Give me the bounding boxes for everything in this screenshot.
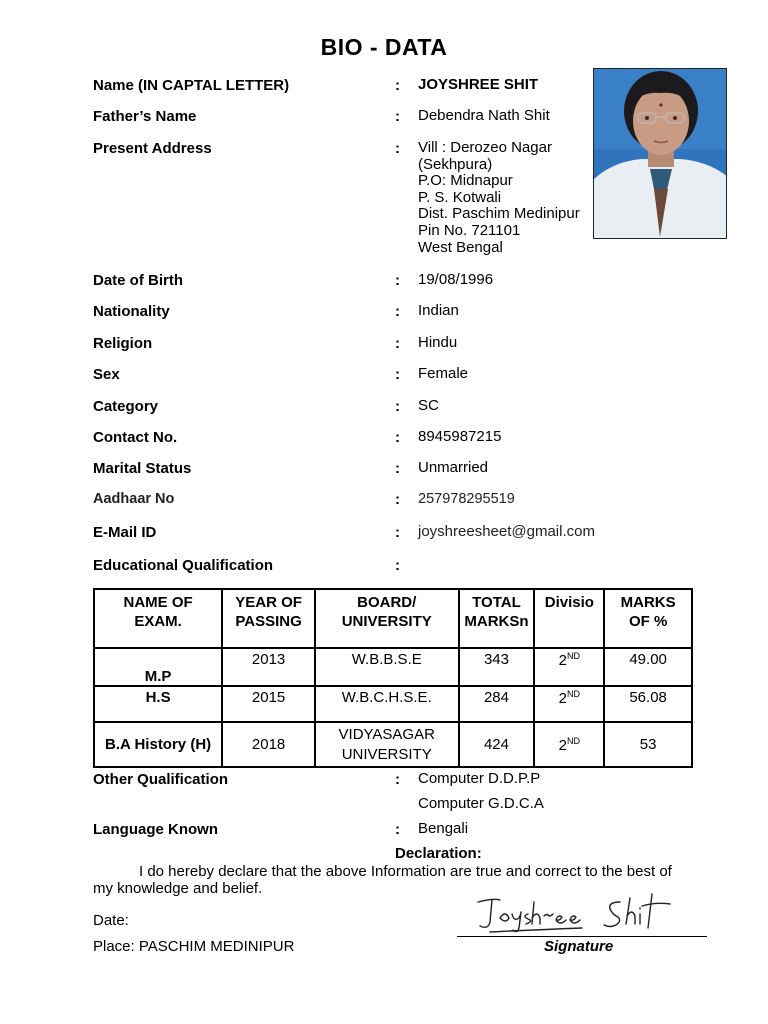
language-label: Language Known [93,821,218,838]
aadhaar-value: 257978295519 [418,491,515,507]
address-line: West Bengal [418,238,503,256]
religion-label: Religion [93,335,153,352]
education-label: Educational Qualification [93,557,274,574]
date-label: Date: [93,912,129,929]
colon: : [395,771,400,788]
education-table [93,588,693,768]
header-marks-percent: MARKS OF % [604,589,692,648]
percent-cell: 53 [604,722,692,767]
contact-value: 8945987215 [418,428,502,445]
board-cell: W.B.B.S.E [315,648,459,686]
nationality-value: Indian [418,302,459,319]
colon: : [395,303,400,320]
division-cell: 2ND [534,722,604,767]
year-cell: 2013 [222,648,315,686]
percent-cell: 56.08 [604,686,692,722]
sex-label: Sex [93,366,120,383]
address-value [418,140,580,256]
nationality-label: Nationality [93,303,170,320]
colon: : [395,491,400,508]
board-cell: W.B.C.H.S.E. [315,686,459,722]
percent-cell: 49.00 [604,648,692,686]
declaration-heading: Declaration: [395,845,482,862]
table-row [94,686,692,722]
address-label: Present Address [93,140,212,157]
total-cell: 284 [459,686,535,722]
declaration-text: I do hereby declare that the above Information are true and correct to the best of my knowledge and belief. [93,863,672,897]
colon: : [395,821,400,838]
total-cell: 424 [459,722,535,767]
year-cell: 2015 [222,686,315,722]
other-qualification-value: Computer D.D.P.P [418,770,541,787]
contact-label: Contact No. [93,429,178,446]
colon: : [395,398,400,415]
category-label: Category [93,398,159,415]
other-qualification-value: Computer G.D.C.A [418,795,544,812]
header-name-of-exam: NAME OF EXAM. [94,589,222,648]
portrait-icon [594,69,727,239]
address-line: (Sekhpura) [418,155,493,173]
marital-value: Unmarried [418,459,489,476]
language-value: Bengali [418,820,469,837]
email-value: joyshreesheet@gmail.com [418,523,595,540]
signature-line [457,936,707,937]
header-total-marks: TOTAL MARKSn [459,589,535,648]
address-line: Vill : Derozeo Nagar [418,139,552,156]
sex-value: Female [418,365,469,382]
year-cell: 2018 [222,722,315,767]
place-text: Place: PASCHIM MEDINIPUR [93,938,295,955]
other-qualification-label: Other Qualification [93,771,229,788]
exam-cell: M.P [94,648,222,686]
colon: : [395,272,400,289]
exam-cell: B.A History (H) [94,722,222,767]
portrait-photo [593,68,727,239]
colon: : [395,429,400,446]
exam-cell: H.S [94,686,222,722]
father-value: Debendra Nath Shit [418,107,550,124]
colon: : [395,557,400,574]
table-row [94,722,692,767]
religion-value: Hindu [418,334,458,351]
colon: : [395,460,400,477]
name-label: Name (IN CAPTAL LETTER) [93,77,290,94]
division-cell: 2ND [534,648,604,686]
table-header-row [94,589,692,648]
address-line: P.O: Midnapur [418,172,513,190]
division-cell: 2ND [534,686,604,722]
dob-value: 19/08/1996 [418,271,494,288]
colon: : [395,335,400,352]
header-board-university: BOARD/ UNIVERSITY [315,589,459,648]
colon: : [395,108,400,125]
address-line: Pin No. 721101 [418,221,521,239]
name-value: JOYSHREE SHIT [418,76,539,93]
colon: : [395,366,400,383]
page-title: BIO - DATA [320,34,448,60]
address-line: P. S. Kotwali [418,188,502,206]
header-year-of-passing: YEAR OF PASSING [222,589,315,648]
email-label: E-Mail ID [93,524,157,541]
address-line: Dist. Paschim Medinipur [418,205,580,223]
dob-label: Date of Birth [93,272,183,289]
category-value: SC [418,397,439,414]
total-cell: 343 [459,648,535,686]
colon: : [395,140,400,157]
table-row [94,648,692,686]
father-label: Father’s Name [93,108,197,125]
header-division: Divisio [534,589,604,648]
signature-caption: Signature [544,938,614,955]
aadhaar-label: Aadhaar No [93,491,175,507]
board-cell: VIDYASAGAR UNIVERSITY [315,722,459,767]
colon: : [395,524,400,541]
colon: : [395,77,400,94]
handwritten-signature [470,888,685,938]
marital-label: Marital Status [93,460,192,477]
